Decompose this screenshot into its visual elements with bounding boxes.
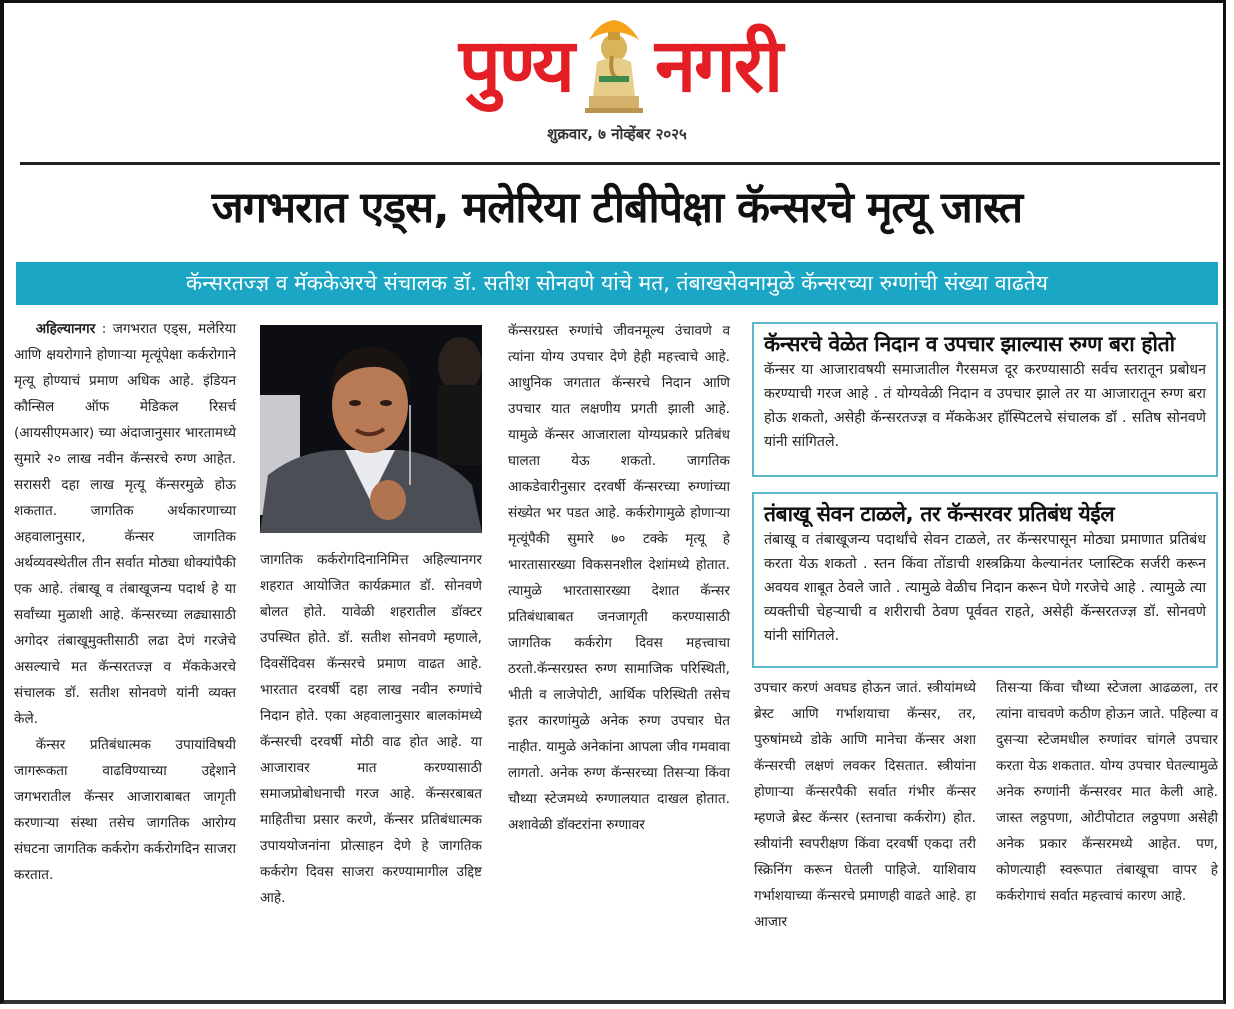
newspaper-logo[interactable] xyxy=(400,16,840,116)
article-subheadline: कॅन्सरतज्ज्ञ व मॅककेअरचे संचालक डॉ. सतीश सोनवणे यांचे मत, तंबाखसेवनामुळे कॅन्सरच्या रुग्णांची संख्या वाढतेय xyxy=(16,262,1218,305)
paragraph: तिसऱ्या किंवा चौथ्या स्टेजला आढळला, तर त्यांना वाचवणे कठीण होऊन जाते. पहिल्या व दुसऱ्या स्टेजमधील रुग्णांवर चांगले उपचार करता येऊ शकतात. योग्य उपचार घेतल्यामुळे अनेक रुग्णांनी कॅन्सरवर मात केली आहे. जास्त लठ्ठपणा, ओटीपोटात लठ्ठपणा असेही अनेक प्रकार कॅन्सरमध्ये आहेत. पण, कोणत्याही स्वरूपात तंबाखूचा वापर हे कर्करोगाचं सर्वात महत्त्वाचं कारण आहे. xyxy=(996,680,1218,904)
masthead xyxy=(0,0,1234,150)
page-bottom-border xyxy=(4,1000,1224,1003)
sidebox-tobacco xyxy=(752,492,1218,668)
lead-paragraph xyxy=(14,316,236,732)
sidebox-early-diagnosis xyxy=(752,322,1218,477)
article-column-1 xyxy=(14,316,236,888)
dateline-separator: : xyxy=(95,321,113,337)
logo-text-left: पुण्य xyxy=(458,23,573,109)
article-column-4 xyxy=(754,675,976,935)
issue-date: शुक्रवार, ७ नोव्हेंबर २०२५ xyxy=(547,125,687,143)
sidebox-body: कॅन्सर या आजारावषयी समाजातील गैरसमज दूर करण्यासाठी सर्वच स्तरातून प्रबोधन करण्याची गरज आहे . तं योग्यवेळी निदान व उपचार झाले तर या आजारातून रुग्ण बरा होऊ शकतो, असेही कॅन्सरतज्ज्ञ व मॅककेअर हॉस्पिटलचे संचालक डॉ . सतिष सोनवणे यांनी सांगितले. xyxy=(764,362,1206,450)
paragraph: उपचार करणं अवघड होऊन जातं. स्त्रीयांमध्ये ब्रेस्ट आणि गर्भाशयाचा कॅन्सर, तर, पुरुषांमध्ये डोके आणि मानेचा कॅन्सर अशा कॅन्सरची लक्षणं लवकर दिसतात. स्त्रीयांना होणाऱ्या कॅन्सरपैकी सर्वात गंभीर कॅन्सर म्हणजे ब्रेस्ट कॅन्सर (स्तनाचा कर्करोग) होत. स्त्रीयांनी स्वपरीक्षण किंवा दरवर्षी एकदा तरी स्क्रिनिंग करून घेतली पाहिजे. याशिवाय गर्भाशयाच्या कॅन्सरचे प्रमाणही वाढते आहे. हा आजार xyxy=(754,680,976,930)
article-column-3 xyxy=(508,318,730,838)
sidebox-title: कॅन्सरचे वेळेत निदान व उपचार झाल्यास रुग्ण बरा होतो xyxy=(764,332,1175,356)
sidebox-body: तंबाखू व तंबाखूजन्य पदार्थांचे सेवन टाळले, तर कॅन्सरपासून मोठ्या प्रमाणात प्रतिबंध करता येऊ शकतो . स्तन किंवा तोंडाची शस्त्रक्रिया केल्यानंतर प्लास्टिक सर्जरी करून अवयव शाबूत ठेवले जाते . त्यामुळे वेळीच निदान करून घेणे गरजेचे आहे . त्यामुळे त्या व्यक्तीची चेहऱ्याची व शरीराची ठेवण पूर्ववत राहते, असेही कॅन्सरतज्ज्ञ डॉ. सोनवणे यांनी सांगितले. xyxy=(764,532,1206,644)
ganesha-idol-icon xyxy=(579,18,649,114)
lead-text: जगभरात एड्स, मलेरिया आणि क्षयरोगाने होणाऱ्या मृत्यूंपेक्षा कर्करोगाने मृत्यू होण्याचं प्रमाण अधिक आहे. इंडियन कौन्सिल ऑफ मेडिकल रिसर्च (आयसीएमआर) च्या अंदाजानुसार भारतामध्ये सुमारे २० लाख नवीन कॅन्सरचे रुग्ण आहेत. सरासरी दहा लाख मृत्यू कॅन्सरमुळे होऊ शकतात. जागतिक अर्थकारणाच्या अहवालानुसार, कॅन्सर जागतिक अर्थव्यवस्थेतील तीन सर्वात मोठ्या धोक्यांपैकी एक आहे. तंबाखू व तंबाखूजन्य पदार्थ हे या सर्वांच्या मुळाशी आहे. कॅन्सरच्या लढ्यासाठी अगोदर तंबाखूमुक्तीसाठी लढा देणं गरजेचे असल्याचे मत कॅन्सरतज्ज्ञ व मॅककेअरचे संचालक डॉ. सतीश सोनवणे यांनी व्यक्त केले. xyxy=(14,321,236,727)
person-portrait-icon xyxy=(260,325,482,533)
sidebox-title: तंबाखू सेवन टाळले, तर कॅन्सरवर प्रतिबंध येईल xyxy=(764,502,1115,526)
paragraph: कॅन्सरग्रस्त रुग्णांचे जीवनमूल्य उंचावणे व त्यांना योग्य उपचार देणे हेही महत्त्वाचे आहे. आधुनिक जगतात कॅन्सरचे निदान आणि उपचार यात लक्षणीय प्रगती झाली आहे. यामुळे कॅन्सर आजाराला योग्यप्रकारे प्रतिबंध घालता येऊ शकतो. जागतिक आकडेवारीनुसार दरवर्षी कॅन्सरच्या रुग्णांच्या संख्येत भर पडत आहे. कर्करोगामुळे होणाऱ्या मृत्यूंपैकी सुमारे ७० टक्के मृत्यू हे भारतासारख्या विकसनशील देशांमध्ये होतात. त्यामुळे भारतासारख्या देशात कॅन्सर प्रतिबंधाबाबत जनजागृती करण्यासाठी जागतिक कर्करोग दिवस महत्त्वाचा ठरतो.कॅन्सरग्रस्त रुग्ण सामाजिक परिस्थिती, भीती व लाजेपोटी, आर्थिक परिस्थिती तसेच इतर कारणांमुळे अनेक रुग्ण उपचार घेत नाहीत. यामुळे अनेकांना आपला जीव गमवावा लागतो. अनेक रुग्ण कॅन्सरच्या तिसऱ्या किंवा चौथ्या स्टेजमध्ये रुग्णालयात दाखल होतात. अशावेळी डॉक्टरांना रुग्णावर xyxy=(508,323,730,833)
doctor-photo xyxy=(260,325,482,533)
masthead-divider xyxy=(20,162,1220,165)
paragraph: कॅन्सर प्रतिबंधात्मक उपायांविषयी जागरूकता वाढविण्याच्या उद्देशाने जगभरातील कॅन्सर आजाराबाबत जागृती करणाऱ्या संस्था तसेच जागतिक आरोग्य संघटना जागतिक कर्करोग कर्करोगदिन साजरा करतात. xyxy=(14,737,236,883)
article-headline: जगभरात एड्स, मलेरिया टीबीपेक्षा कॅन्सरचे मृत्यू जास्त xyxy=(211,183,1023,233)
dateline-place: अहिल्यानगर xyxy=(35,321,96,337)
article-column-2 xyxy=(260,547,482,911)
paragraph: जागतिक कर्करोगदिनानिमित्त अहिल्यानगर शहरात आयोजित कार्यक्रमात डॉ. सोनवणे बोलत होते. यावेळी शहरातील डॉक्टर उपस्थित होते. डॉ. सतीश सोनवणे म्हणाले, दिवसेंदिवस कॅन्सरचे प्रमाण वाढत आहे. भारतात दरवर्षी दहा लाख नवीन रुग्णांचे निदान होते. एका अहवालानुसार बालकांमध्ये कॅन्सरची दरवर्षी मोठी वाढ होत आहे. या आजारावर मात करण्यासाठी समाजप्रोबोधनाची गरज आहे. कॅन्सरबाबत माहितीचा प्रसार करणे, कॅन्सर प्रतिबंधात्मक उपाययोजनांना प्रोत्साहन देणे हे जागतिक कर्करोग दिवस साजरा करण्यामागील उद्दिष्ट आहे. xyxy=(260,552,482,906)
logo-text-right: नगरी xyxy=(654,23,782,109)
article-column-5 xyxy=(996,675,1218,909)
